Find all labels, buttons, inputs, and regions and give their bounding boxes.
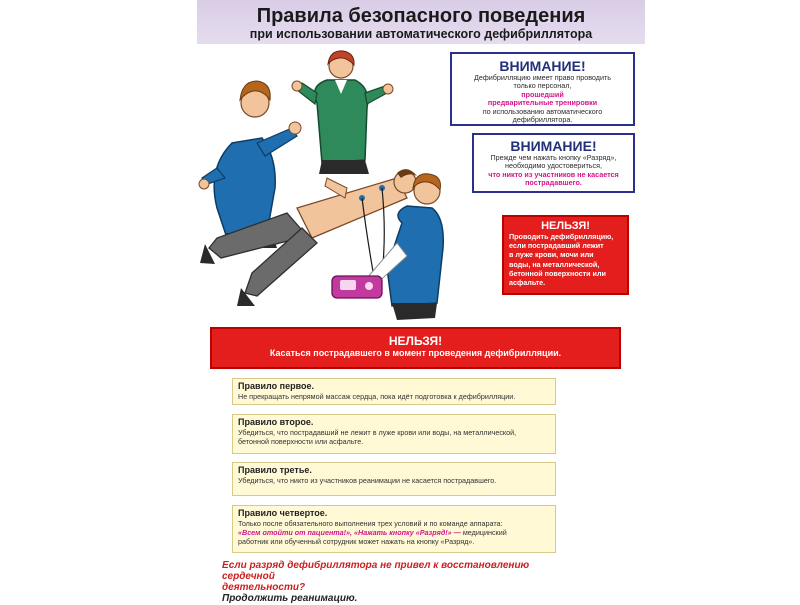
warning-highlight: пострадавшего. xyxy=(525,178,582,188)
poster-header xyxy=(197,0,645,44)
rule-command-phrase: «Всем отойти от пациента!», «Нажать кнопку «Разряд!» — xyxy=(238,528,461,537)
ban-line: асфальте. xyxy=(509,278,546,288)
ban-line: Касаться пострадавшего в момент проведения дефибрилляции. xyxy=(269,348,562,358)
rule-line-tail: медицинский xyxy=(462,528,507,537)
warning-line: только персонал, xyxy=(513,81,572,91)
rule-line: Убедиться, что пострадавший не лежит в луже крови или воды, на металлической, xyxy=(238,428,517,437)
ban-title: НЕЛЬЗЯ! xyxy=(541,220,590,232)
rule-line xyxy=(238,528,550,537)
ban-box-touch xyxy=(210,327,621,369)
warning-line: Дефибрилляцию имеет право проводить xyxy=(473,73,612,82)
rule-box-fourth xyxy=(232,505,556,553)
ban-line: если пострадавший лежит xyxy=(509,241,604,251)
footer-question: Если разряд дефибриллятора не привел к восстановлению сердечной xyxy=(222,560,530,582)
warning-box-training xyxy=(450,52,635,126)
poster-title: Правила безопасного поведения xyxy=(256,5,586,27)
defibrillation-scene-illustration xyxy=(197,48,447,323)
defibrillator-icon xyxy=(332,276,382,298)
warning-line: дефибриллятора. xyxy=(512,115,573,125)
warning-highlight: что никто из участников не касается xyxy=(488,169,619,179)
poster-footer xyxy=(222,560,582,605)
warning-highlight: прошедший xyxy=(521,89,564,99)
warning-title: ВНИМАНИЕ! xyxy=(499,58,586,74)
ban-line: в луже крови, мочи или xyxy=(509,250,594,260)
footer-answer: Продолжить реанимацию. xyxy=(222,593,358,604)
warning-highlight: предварительные тренировки xyxy=(487,98,598,108)
rule-line: бетонной поверхности или асфальте. xyxy=(238,437,364,446)
warning-line: Прежде чем нажать кнопку «Разряд», xyxy=(490,153,617,162)
rule-line: Не прекращать непрямой массаж сердца, пока идёт подготовка к дефибрилляции. xyxy=(238,392,516,401)
ban-line: бетонной поверхности или xyxy=(509,268,606,278)
warning-box-discharge xyxy=(472,133,635,193)
rule-box-third xyxy=(232,462,556,496)
poster-subtitle: при использовании автоматического дефибриллятора xyxy=(249,27,593,41)
rule-line: Убедиться, что никто из участников реанимации не касается пострадавшего. xyxy=(238,476,497,485)
rule-line: Только после обязательного выполнения трех условий и по команде аппарата: xyxy=(238,519,503,528)
ban-title: НЕЛЬЗЯ! xyxy=(388,334,443,348)
rule-title: Правило второе. xyxy=(238,417,314,427)
warning-line: необходимо удостовериться, xyxy=(505,161,602,171)
footer-question: деятельности? xyxy=(222,582,306,593)
rule-title: Правило третье. xyxy=(238,465,312,475)
rule-title: Правило четвертое. xyxy=(238,508,328,518)
ban-box-surface xyxy=(502,215,629,295)
rule-title: Правило первое. xyxy=(238,381,314,391)
ban-line: воды, на металлической, xyxy=(509,259,600,269)
rule-box-second xyxy=(232,414,556,454)
warning-title: ВНИМАНИЕ! xyxy=(510,138,597,154)
ban-line: Проводить дефибрилляцию, xyxy=(509,232,614,241)
warning-line: по использованию автоматического xyxy=(482,106,603,116)
rule-box-first xyxy=(232,378,556,405)
rule-line: работник или обученный сотрудник может нажать на кнопку «Разряд». xyxy=(238,537,475,546)
kneeling-woman-right xyxy=(292,51,393,174)
